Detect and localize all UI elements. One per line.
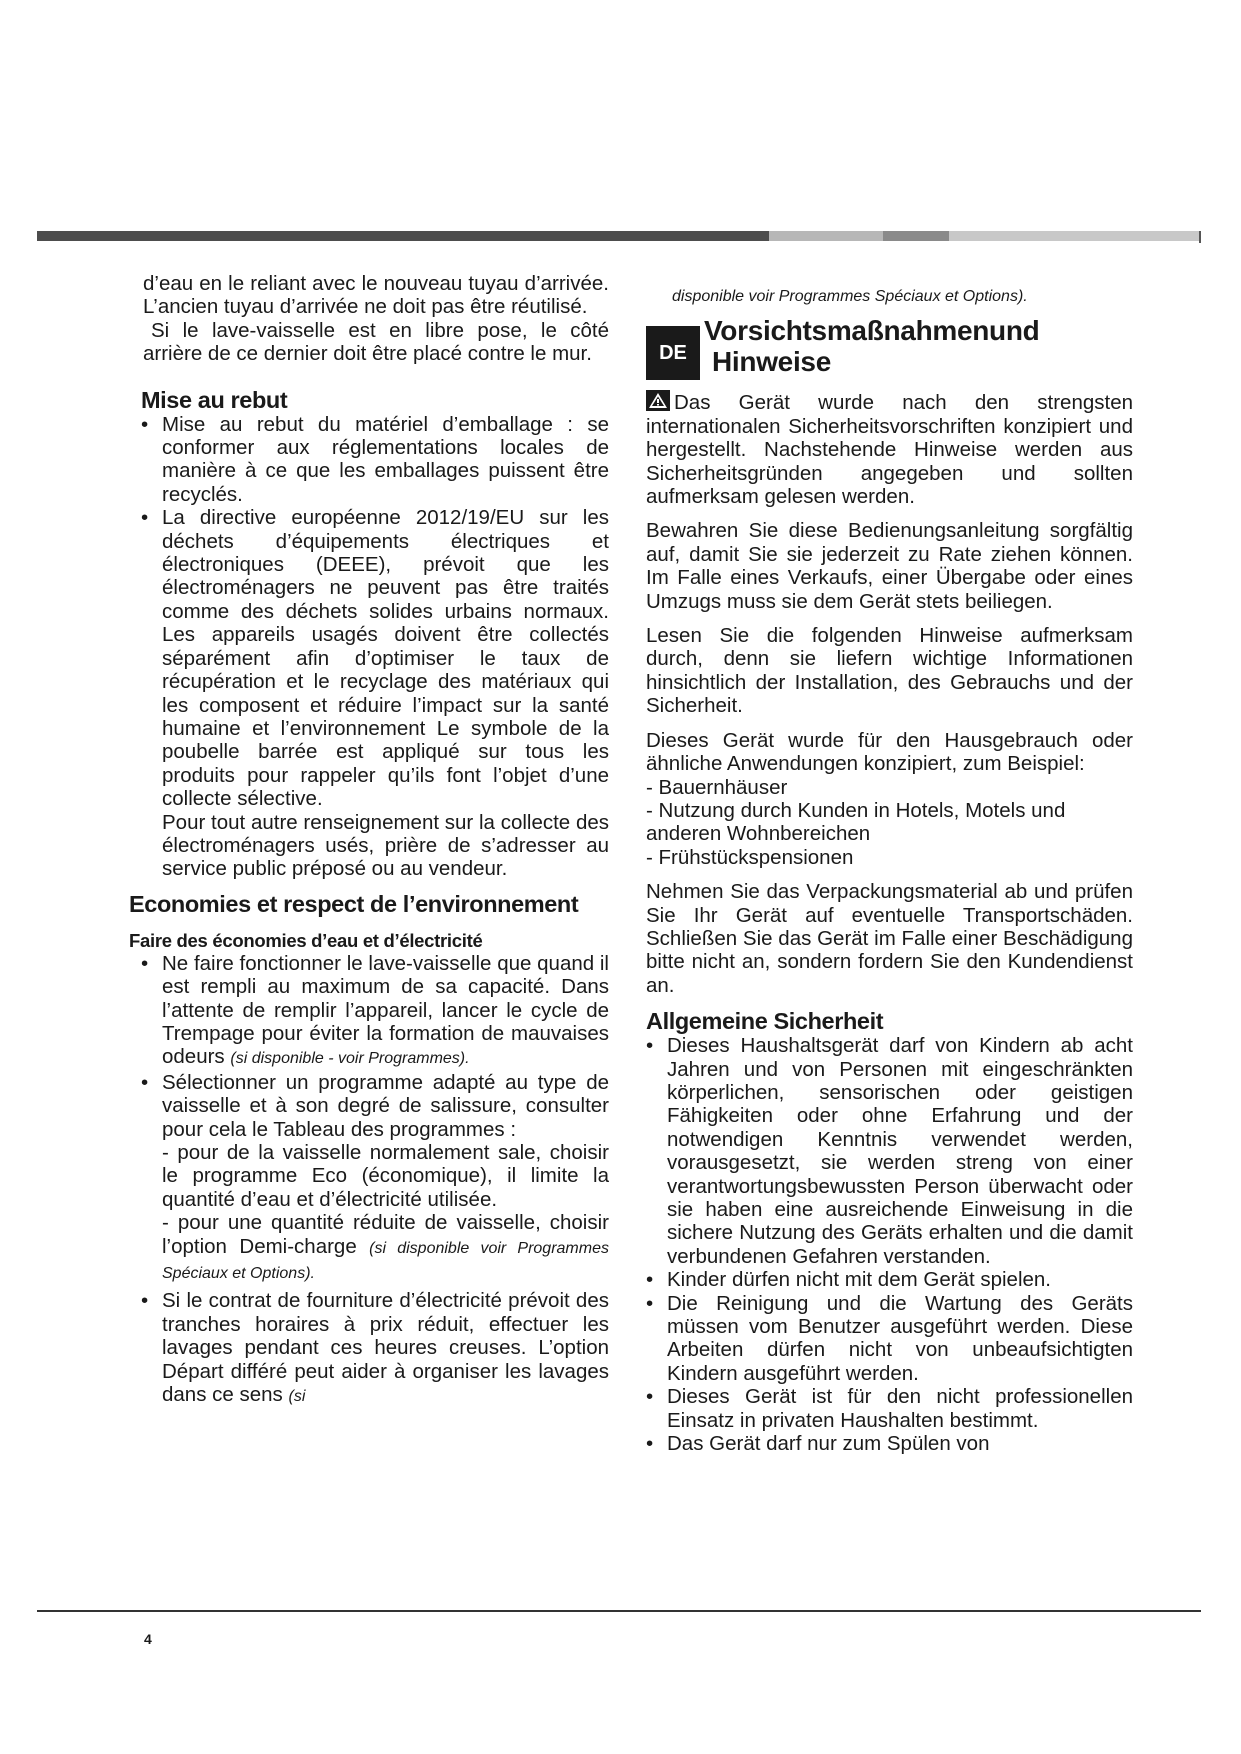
children-persons-text: Dieses Haushaltsgerät darf von Kindern ab acht Jahren und von Personen mit eingeschränkten körperlichen, sensorischen oder geistigen Fähigkeiten oder ohne Erfahrung und der notwendigen Kenntnis verwendet werden, vorausgesetzt, sie werden streng von einer verantwortungsbewussten Person überwacht oder sie haben eine ausreichende Einweisung in die sichere Nutzung des Geräts erhalten und die damit verbundenen Gefahren verstanden. xyxy=(667,1034,1133,1268)
half-load-text: - pour une quantité réduite de vaisselle, choisir l’option Demi-charge (si disponible voir Programmes Spéciaux et Options). xyxy=(162,1211,609,1283)
header-bar-light-segment xyxy=(769,231,883,241)
list-item xyxy=(141,506,609,810)
header-bar-light-segment-end xyxy=(949,231,1199,241)
packaging-check-text: Nehmen Sie das Verpackungsmaterial ab und prüfen Sie Ihr Gerät auf eventuelle Transportschäden. Schließen Sie das Gerät im Falle einer Beschädigung bitte nicht an, sondern fordern Sie den Kundendienst an. xyxy=(646,880,1133,997)
bullet-icon: • xyxy=(141,1070,149,1094)
list-item xyxy=(141,1289,609,1408)
header-bar-mid-segment xyxy=(883,231,949,241)
read-instructions-text: Lesen Sie die folgenden Hinweise aufmerksam durch, denn sie liefern wichtige Informationen hinsichtlich der Installation, des Gebrauchs und der Sicherheit. xyxy=(646,624,1133,718)
page-title xyxy=(704,316,1039,377)
dishwashing-only-text: Das Gerät darf nur zum Spülen von xyxy=(667,1432,990,1456)
use-case-farmhouses: - Bauernhäuser xyxy=(646,775,788,799)
list-item xyxy=(646,1292,1133,1386)
weee-more-info-text: Pour tout autre renseignement sur la collecte des électroménagers usés, prière de s’adresser au service public préposé ou au vendeur. xyxy=(162,810,609,881)
disposal-packaging-text: Mise au rebut du matériel d’emballage : se conformer aux réglementations locales de manière à ce que les emballages puissent être recyclés. xyxy=(162,412,609,506)
title-line-1: Vorsichtsmaßnahmenund xyxy=(704,315,1040,347)
list-item xyxy=(646,1034,1133,1268)
header-color-bar xyxy=(37,231,1201,241)
free-standing-note: Si le lave-vaisselle est en libre pose, le côté arrière de ce dernier doit être placé contre le mur. xyxy=(143,318,609,366)
header-bar-end-tick xyxy=(1199,231,1201,243)
german-section-header xyxy=(646,316,1133,380)
left-column xyxy=(129,272,609,1408)
section-heading-disposal: Mise au rebut xyxy=(141,386,288,413)
list-item xyxy=(141,1071,609,1141)
bullet-icon: • xyxy=(141,951,149,975)
language-badge: DE xyxy=(646,326,700,380)
keep-manual-text: Bewahren Sie diese Bedienungsanleitung sorgfältig auf, damit Sie sie jederzeit zu Rate ziehen können. Im Falle eines Verkaufs, einer Übergabe oder eines Umzugs muss sie dem Gerät stets beiliegen. xyxy=(646,519,1133,613)
full-load-text: Ne faire fonctionner le lave-vaisselle que quand il est rempli au maximum de sa capacité. Dans l’attente de remplir l’appareil, lancer le cycle de Trempage pour éviter la formation de mauvaises odeurs (si disponible - voir Programmes). xyxy=(162,951,609,1069)
bullet-icon: • xyxy=(646,1268,654,1292)
bullet-icon: • xyxy=(646,1385,654,1409)
warning-triangle-icon xyxy=(646,390,670,411)
bullet-icon: • xyxy=(646,1034,654,1058)
subheading-save-water-electricity: Faire des économies d’eau et d’électricité xyxy=(129,929,483,951)
children-play-text: Kinder dürfen nicht mit dem Gerät spielen. xyxy=(667,1268,1051,1292)
off-peak-text: Si le contrat de fourniture d’électricité prévoit des tranches horaires à prix réduit, effectuer les lavages pendant ces heures creuses. L’option Départ différé peut aider à organiser les lavages dans ce sens (si xyxy=(162,1289,609,1407)
intro-safety-text: Das Gerät wurde nach den strengsten internationalen Sicherheitsvorschriften konzipiert und hergestellt. Nachstehende Hinweise werden aus Sicherheitsgründen angegeben und sollten aufmerksam gelesen werden. xyxy=(646,391,1133,509)
installation-text-continued: d’eau en le reliant avec le nouveau tuyau d’arrivée. L’ancien tuyau d’arrivée ne doit pas être réutilisé. xyxy=(143,272,609,319)
section-heading-general-safety: Allgemeine Sicherheit xyxy=(646,1008,884,1035)
bullet-icon: • xyxy=(646,1291,654,1315)
list-item xyxy=(646,1385,1133,1432)
bullet-icon: • xyxy=(141,506,149,530)
footer-rule xyxy=(37,1610,1201,1612)
list-item xyxy=(141,952,609,1071)
non-professional-use-text: Dieses Gerät ist für den nicht professionellen Einsatz in privaten Haushalten bestimmt. xyxy=(667,1385,1133,1432)
page-number: 4 xyxy=(144,1631,152,1647)
list-item xyxy=(646,1268,1133,1291)
program-selection-text: Sélectionner un programme adapté au type de vaisselle et à son degré de salissure, consulter pour cela le Tableau des programmes : xyxy=(162,1070,609,1141)
bullet-icon: • xyxy=(141,1289,149,1313)
header-bar-dark-segment xyxy=(37,231,769,241)
bullet-icon: • xyxy=(646,1432,654,1456)
cleaning-maintenance-text: Die Reinigung und die Wartung des Geräts müssen vom Benutzer ausgeführt werden. Diese Arbeiten dürfen nicht von unbeaufsichtigten Kindern ausgeführt werden. xyxy=(667,1291,1133,1385)
list-item xyxy=(141,413,609,507)
use-case-bed-breakfast: - Frühstückspensionen xyxy=(646,845,854,869)
eco-program-text: - pour de la vaisselle normalement sale, choisir le programme Eco (économique), il limite la quantité d’eau et d’électricité utilisée. xyxy=(162,1141,609,1211)
weee-directive-text: La directive européenne 2012/19/EU sur les déchets d’équipements électriques et électroniques (DEEE), prévoit que les électroménagers ne peuvent pas être traités comme des déchets solides urbains normaux. Les appareils usagés doivent être collectés séparément afin d’optimiser le taux de récupération et le recyclage des matériaux qui les composent et réduire l’impact sur la santé humaine et l’environnement Le symbole de la poubelle barrée est appliqué sur tous les produits pour rappeler qu’ils font l’objet d’une collecte sélective. xyxy=(162,506,609,811)
list-item xyxy=(646,1432,1133,1455)
bullet-icon: • xyxy=(141,412,149,436)
section-heading-economy: Economies et respect de l’environnement xyxy=(129,890,579,917)
household-use-text: Dieses Gerät wurde für den Hausgebrauch oder ähnliche Anwendungen konzipiert, zum Beispiel: xyxy=(646,728,1133,776)
right-column xyxy=(646,272,1133,1455)
use-case-hotels: - Nutzung durch Kunden in Hotels, Motels und anderen Wohnbereichen xyxy=(646,798,1066,846)
title-line-2: Hinweise xyxy=(712,345,831,377)
options-reference-continued: disponible voir Programmes Spéciaux et Options). xyxy=(672,288,1028,305)
